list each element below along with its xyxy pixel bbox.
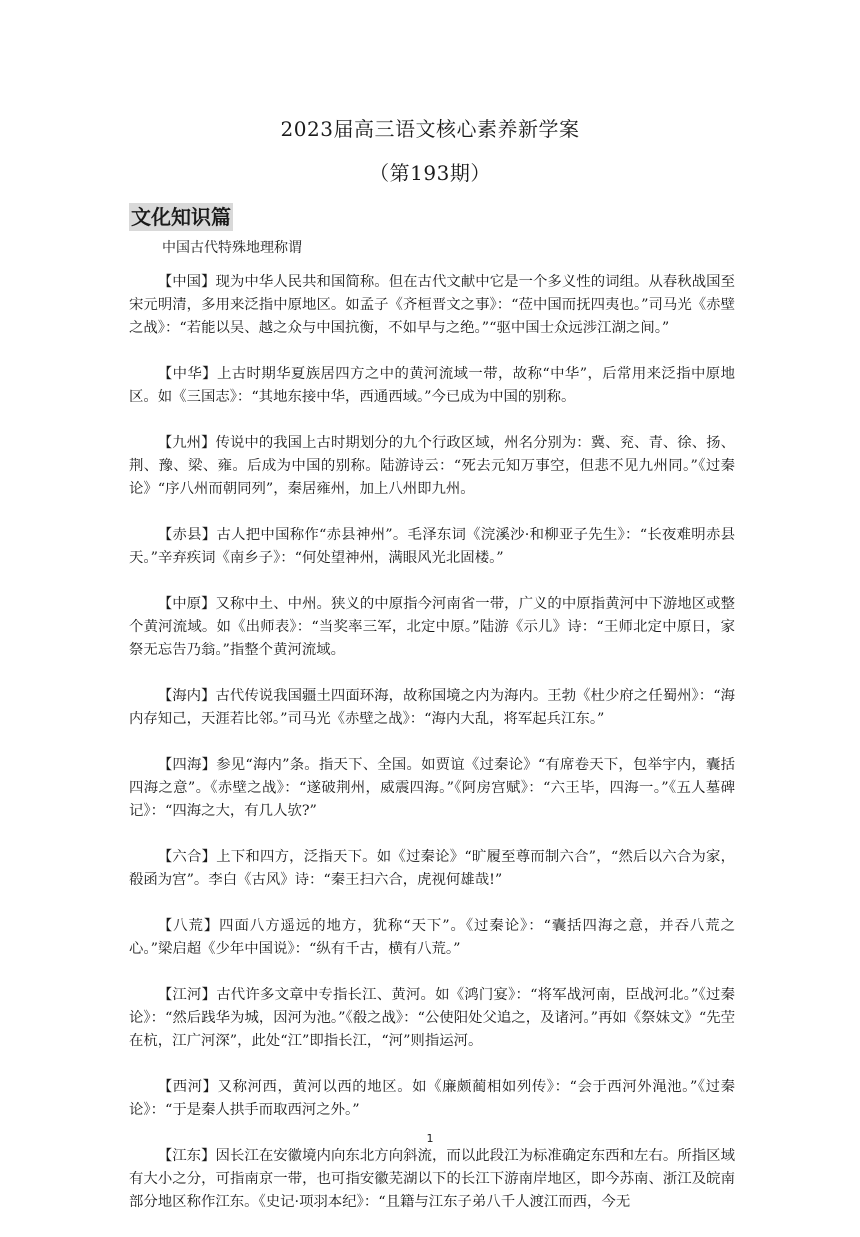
- entry-text: 古人把中国称作“赤县神州”。毛泽东词《浣溪沙·和柳亚子先生》：“长夜难明赤县天。”辛弃疾词《南乡子》：“何处望神州，满眼风光北固楼。”: [129, 527, 735, 566]
- section-heading: 文化知识篇: [131, 205, 231, 229]
- topic-subtitle: 中国古代特殊地理称谓: [162, 240, 302, 256]
- entry-text: 又称河西，黄河以西的地区。如《廉颇蔺相如列传》：“会于西河外渑池。”《过秦论》：“于是秦人拱手而取西河之外。”: [129, 1079, 735, 1118]
- entry-paragraph: [129, 432, 735, 501]
- document-title: 2023届高三语文核心素养新学案: [280, 117, 580, 141]
- entry-paragraph: [129, 271, 735, 340]
- entries-body: [129, 271, 735, 1237]
- entry-term: 【江河】: [157, 987, 217, 1003]
- entry-text: 因长江在安徽境内向东北方向斜流，而以此段江为标准确定东西和左右。所指区域有大小之分，可指南京一带，也可指安徽芜湖以下的长江下游南岸地区，即今苏南、浙江及皖南部分地区称作江东。《史记·项羽本纪》：“且籍与江东子弟八千人渡江而西，今无: [129, 1148, 735, 1210]
- entry-text: 四面八方遥远的地方，犹称“天下”。《过秦论》：“囊括四海之意，并吞八荒之心。”梁启超《少年中国说》：“纵有千古，横有八荒。”: [129, 918, 735, 957]
- entry-term: 【四海】: [157, 757, 217, 773]
- entry-term: 【西河】: [157, 1079, 218, 1095]
- entry-text: 传说中的我国上古时期划分的九个行政区域，州名分别为：冀、兖、青、徐、扬、荆、豫、梁、雍。后成为中国的别称。陆游诗云：“死去元知万事空，但悲不见九州同。”《过秦论》“序八州而朝同列”，秦居雍州，加上八州即九州。: [129, 435, 735, 497]
- entry-paragraph: [129, 846, 735, 892]
- entry-paragraph: [129, 1145, 735, 1214]
- entry-paragraph: [129, 754, 735, 823]
- entry-text: 上古时期华夏族居四方之中的黄河流域一带，故称“中华”，后常用来泛指中原地区。如《三国志》：“其地东接中华，西通西域。”今已成为中国的别称。: [129, 366, 735, 405]
- entry-term: 【江东】: [157, 1148, 216, 1164]
- entry-term: 【海内】: [157, 688, 216, 704]
- entry-paragraph: [129, 524, 735, 570]
- entry-term: 【九州】: [157, 435, 216, 451]
- entry-term: 【八荒】: [157, 918, 220, 934]
- entry-term: 【中国】: [157, 274, 216, 290]
- entry-paragraph: [129, 685, 735, 731]
- entry-text: 古代传说我国疆土四面环海，故称国境之内为海内。王勃《杜少府之任蜀州》：“海内存知己，天涯若比邻。”司马光《赤壁之战》：“海内大乱，将军起兵江东。”: [129, 688, 735, 727]
- page-number: 1: [426, 1132, 434, 1145]
- entry-text: 古代许多文章中专指长江、黄河。如《鸿门宴》：“将军战河南，臣战河北。”《过秦论》：“然后践华为城，因河为池。”《殽之战》：“公使阳处父追之，及诸河。”再如《祭妹文》“先茔在杭，江广河深”，此处“江”即指长江，“河”则指运河。: [129, 987, 735, 1049]
- entry-term: 【六合】: [157, 849, 217, 865]
- entry-term: 【中华】: [157, 366, 217, 382]
- entry-paragraph: [129, 1076, 735, 1122]
- issue-number: （第193期）: [369, 161, 491, 185]
- entry-paragraph: [129, 984, 735, 1053]
- entry-text: 上下和四方，泛指天下。如《过秦论》“旷履至尊而制六合”，“然后以六合为家，殽函为宫”。李白《古风》诗：“秦王扫六合，虎视何雄哉!”: [129, 849, 735, 888]
- entry-text: 参见“海内”条。指天下、全国。如贾谊《过秦论》“有席卷天下，包举宇内，囊括四海之意”。《赤壁之战》：“遂破荆州，威震四海。”《阿房宫赋》：“六王毕，四海一。”《五人墓碑记》：“四海之大，有几人欤?”: [129, 757, 735, 819]
- entry-term: 【中原】: [157, 596, 216, 612]
- entry-paragraph: [129, 915, 735, 961]
- entry-text: 又称中土、中州。狭义的中原指今河南省一带，广义的中原指黄河中下游地区或整个黄河流域。如《出师表》：“当奖率三军，北定中原。”陆游《示儿》诗：“王师北定中原日，家祭无忘告乃翁。”指整个黄河流域。: [129, 596, 735, 658]
- entry-paragraph: [129, 593, 735, 662]
- entry-text: 现为中华人民共和国简称。但在古代文献中它是一个多义性的词组。从春秋战国至宋元明清，多用来泛指中原地区。如孟子《齐桓晋文之事》：“莅中国而抚四夷也。”司马光《赤壁之战》：“若能以吴、越之众与中国抗衡，不如早与之绝。”“驱中国士众远涉江湖之间。”: [129, 274, 735, 336]
- entry-paragraph: [129, 363, 735, 409]
- entry-term: 【赤县】: [157, 527, 217, 543]
